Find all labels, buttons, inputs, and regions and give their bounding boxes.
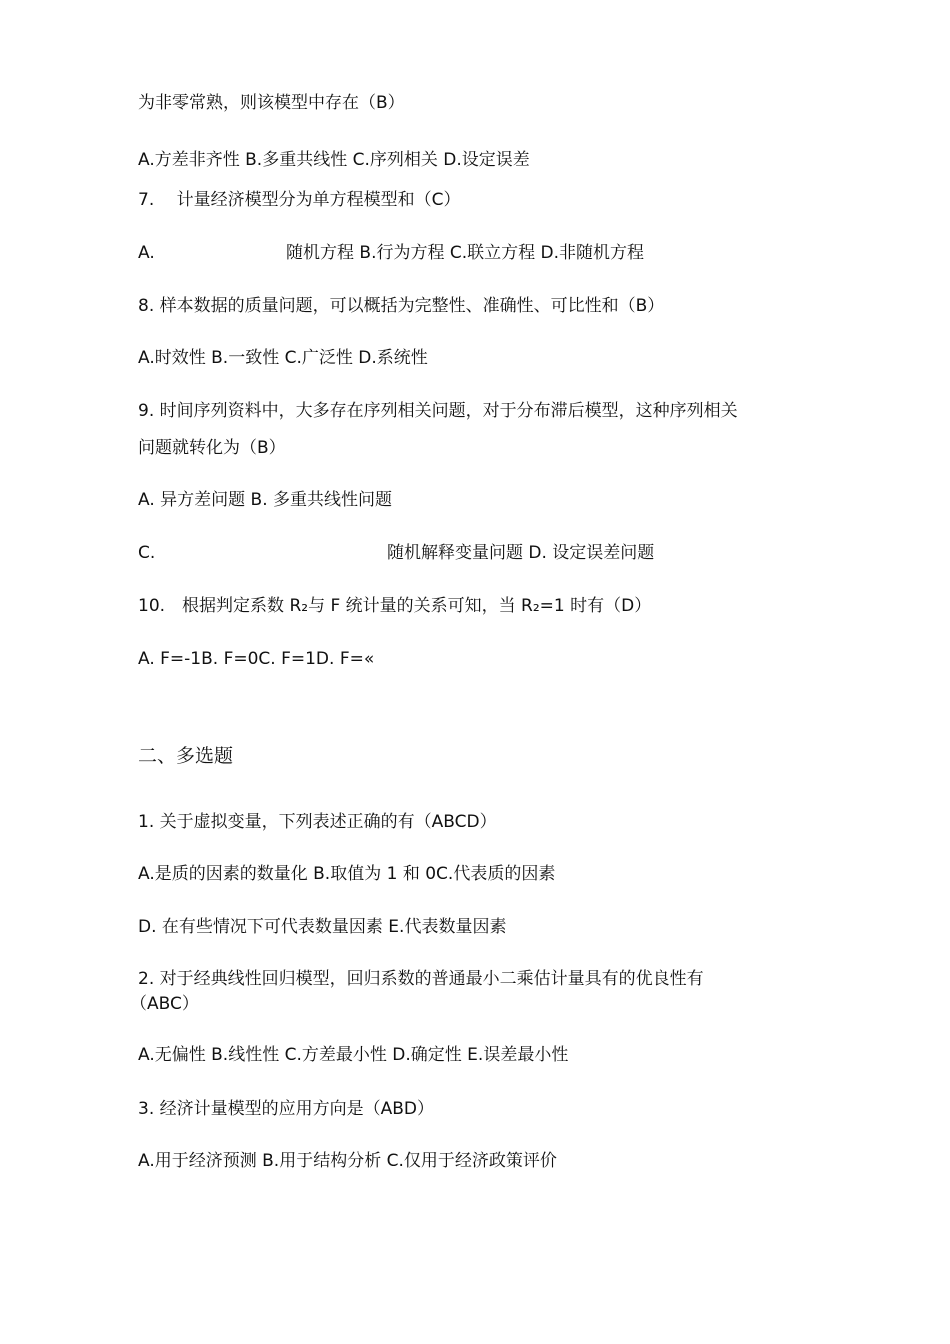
mc-question-3-options: A.用于经济预测 B.用于结构分析 C.仅用于经济政策评价 [138, 1151, 557, 1171]
question-6-continuation: 为非零常熟，则该模型中存在（B） [138, 93, 405, 113]
mc-question-2-stem-line-2: （ABC） [130, 994, 199, 1014]
mc-question-1-stem: 1. 关于虚拟变量，下列表述正确的有（ABCD） [138, 812, 497, 832]
question-9-option-c-prefix: C. [138, 543, 156, 563]
mc-question-2-options: A.无偏性 B.线性性 C.方差最小性 D.确定性 E.误差最小性 [138, 1045, 569, 1065]
question-7-option-prefix: A. [138, 243, 155, 263]
section-heading-multiple-choice: 二、多选题 [138, 745, 234, 767]
question-9-stem-line-2: 问题就转化为（B） [138, 438, 286, 458]
mc-question-1-options-abc: A.是质的因素的数量化 B.取值为 1 和 0C.代表质的因素 [138, 864, 556, 884]
question-10-options: A. F=-1B. F=0C. F=1D. F=« [138, 649, 375, 669]
question-9-options-ab: A. 异方差问题 B. 多重共线性问题 [138, 490, 393, 510]
question-9-stem-line-1: 9. 时间序列资料中，大多存在序列相关问题，对于分布滞后模型，这种序列相关 [138, 401, 738, 421]
question-10-stem: 10. 根据判定系数 R₂与 F 统计量的关系可知，当 R₂=1 时有（D） [138, 596, 652, 616]
question-6-options: A.方差非齐性 B.多重共线性 C.序列相关 D.设定误差 [138, 150, 530, 170]
mc-question-2-stem-line-1: 2. 对于经典线性回归模型，回归系数的普通最小二乘估计量具有的优良性有 [138, 969, 704, 989]
question-9-options-cd: 随机解释变量问题 D. 设定误差问题 [387, 543, 655, 563]
question-7-options: 随机方程 B.行为方程 C.联立方程 D.非随机方程 [286, 243, 645, 263]
mc-question-1-options-de: D. 在有些情况下可代表数量因素 E.代表数量因素 [138, 917, 507, 937]
question-8-options: A.时效性 B.一致性 C.广泛性 D.系统性 [138, 348, 428, 368]
mc-question-3-stem: 3. 经济计量模型的应用方向是（ABD） [138, 1099, 435, 1119]
question-8-stem: 8. 样本数据的质量问题，可以概括为完整性、准确性、可比性和（B） [138, 296, 665, 316]
question-7-stem: 7. 计量经济模型分为单方程模型和（C） [138, 190, 461, 210]
